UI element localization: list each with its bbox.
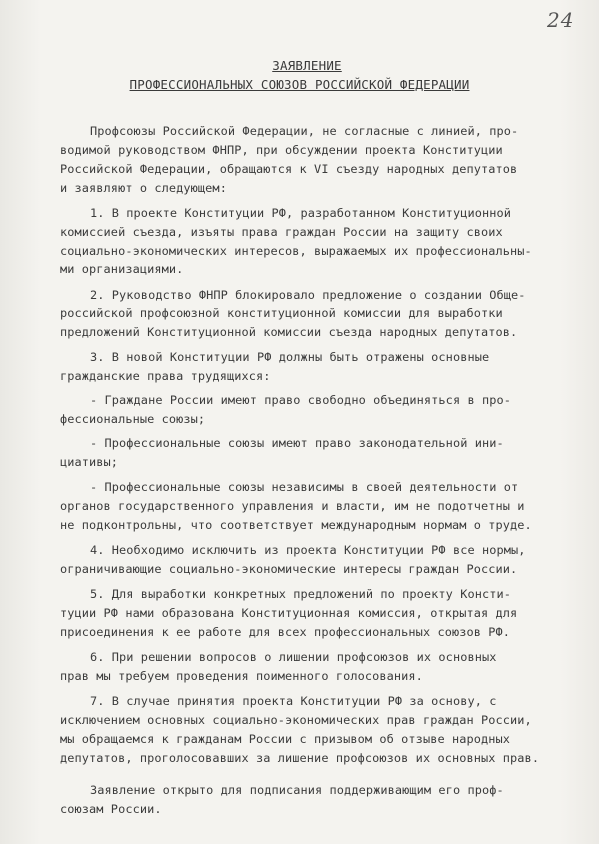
text-line: предложений Конституционной комиссии съезда народных депутатов. <box>60 325 518 339</box>
text-line: циативы; <box>60 455 119 469</box>
text-line: прав мы требуем проведения поименного голосования. <box>60 669 423 683</box>
text-line: - Профессиональные союзы независимы в своей деятельности от <box>90 480 519 494</box>
text-line: туции РФ нами образована Конституционная комиссия, открытая для <box>60 606 518 620</box>
text-line: гражданские права трудящихся: <box>60 369 271 383</box>
text-line: ми организациями. <box>60 262 184 276</box>
text-line: не подконтрольны, что соответствует международным нормам о труде. <box>60 518 532 532</box>
text-line: социально-экономических интересов, выражаемых их профессиональны- <box>60 244 532 258</box>
text-line: мы обращаемся к гражданам России с призывом об отзыве народных <box>60 732 511 746</box>
text-line: - Профессиональные союзы имеют право законодательной ини- <box>90 436 504 450</box>
text-line: 3. В новой Конституции РФ должны быть отражены основные <box>90 350 490 364</box>
document-title: ЗАЯВЛЕНИЕ <box>272 58 342 73</box>
text-line: 5. Для выработки конкретных предложений по проекту Консти- <box>90 587 512 601</box>
text-line: российской профсоюзной конституционной комиссии для выработки <box>60 306 503 320</box>
text-line: союзам России. <box>60 802 162 816</box>
text-line: и заявляют о следующем: <box>60 181 227 195</box>
text-line: исключением основных социально-экономических прав граждан России, <box>60 713 532 727</box>
text-line: Профсоюзы Российской Федерации, не согласные с линией, про- <box>90 124 519 138</box>
document-header <box>0 58 599 92</box>
text-line: органов государственного управления и власти, им не подотчетны и <box>60 499 525 513</box>
text-line: депутатов, проголосовавших за лишение профсоюзов их основных прав. <box>60 751 540 765</box>
text-line: 6. При решении вопросов о лишении профсоюзов их основных <box>90 650 497 664</box>
text-line: ограничивающие социально-экономические интересы граждан России. <box>60 562 518 576</box>
text-line: присоединения к ее работе для всех профессиональных союзов РФ. <box>60 625 511 639</box>
text-line: водимой руководством ФНПР, при обсуждении проекта Конституции <box>60 143 503 157</box>
text-line: 1. В проекте Конституции РФ, разработанном Конституционной <box>90 206 512 220</box>
text-line: фессиональные союзы; <box>60 412 206 426</box>
text-line: Российской Федерации, обращаются к VI съезду народных депутатов <box>60 162 518 176</box>
text-line: комиссией съезда, изъяты права граждан России на защиту своих <box>60 225 503 239</box>
text-line: 2. Руководство ФНПР блокировало предложение о создании Обще- <box>90 288 526 302</box>
text-line: - Граждане России имеют право свободно объединяться в про- <box>90 393 512 407</box>
text-line: 7. В случае принятия проекта Конституции РФ за основу, с <box>90 694 497 708</box>
document-subtitle: ПРОФЕССИОНАЛЬНЫХ СОЮЗОВ РОССИЙСКОЙ ФЕДЕРАЦИИ <box>129 77 470 92</box>
text-line: Заявление открыто для подписания поддерживающим его проф- <box>90 783 504 797</box>
page-number: 24 <box>547 8 575 32</box>
text-line: 4. Необходимо исключить из проекта Конституции РФ все нормы, <box>90 543 526 557</box>
